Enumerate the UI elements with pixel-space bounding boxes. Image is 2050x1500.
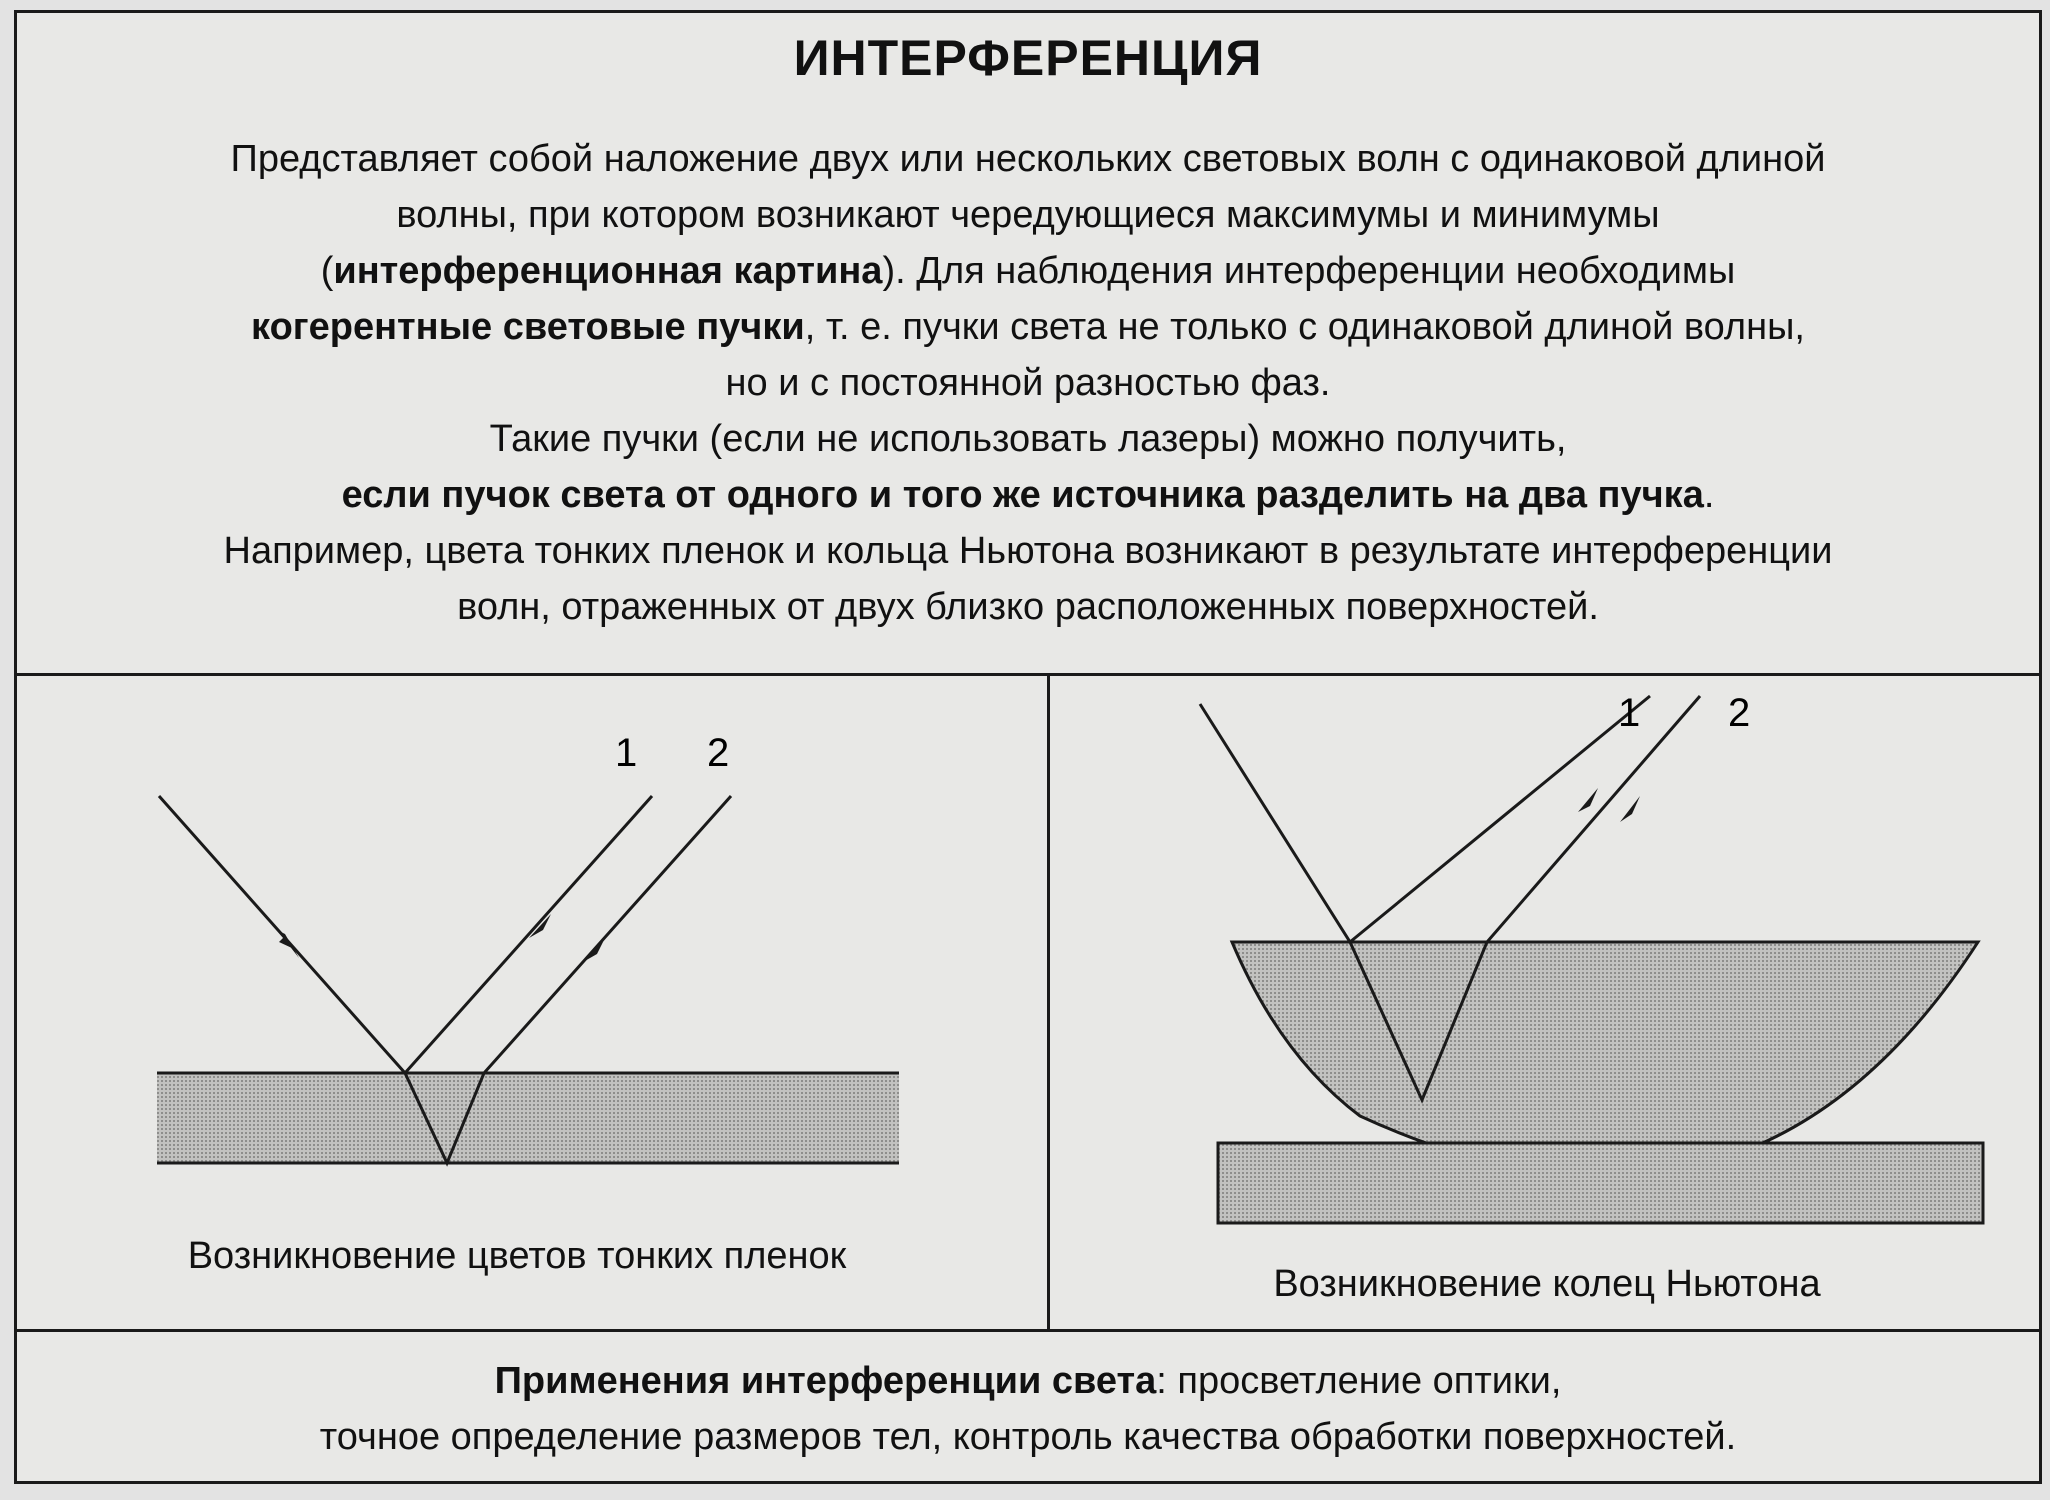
thin-film-diagram bbox=[17, 676, 1047, 1329]
term-interference-pattern: интерференционная картина bbox=[333, 250, 883, 292]
thin-film-caption: Возникновение цветов тонких пленок bbox=[187, 1235, 847, 1277]
newton-rings-caption: Возникновение колец Ньютона bbox=[1273, 1263, 1821, 1305]
intro-line: но и с постоянной разностью фаз. bbox=[725, 362, 1331, 404]
reflected-ray-1 bbox=[405, 796, 652, 1073]
intro-text bbox=[47, 131, 2009, 635]
ray-2-label: 2 bbox=[707, 731, 730, 775]
ray-2-label: 2 bbox=[1728, 691, 1751, 735]
arrow-ray2-icon bbox=[1620, 796, 1640, 822]
newton-rings-diagram bbox=[1050, 676, 2045, 1329]
thin-film-layer bbox=[157, 1073, 899, 1163]
lens-shape bbox=[1232, 942, 1978, 1177]
applications-line: Применения интерференции света: просветление оптики, bbox=[494, 1360, 1562, 1402]
term-split-beam: если пучок света от одного и того же источника разделить на два пучка bbox=[341, 474, 1704, 516]
glass-plate bbox=[1218, 1143, 1983, 1223]
applications-line: точное определение размеров тел, контроль качества обработки поверхностей. bbox=[319, 1416, 1737, 1458]
ray-1-label: 1 bbox=[615, 731, 638, 775]
intro-line: волн, отраженных от двух близко расположенных поверхностей. bbox=[457, 586, 1599, 628]
intro-line: когерентные световые пучки, т. е. пучки света не только с одинаковой длиной волны, bbox=[251, 306, 1805, 348]
reflected-ray-1 bbox=[1350, 696, 1650, 942]
document-sheet bbox=[14, 10, 2042, 1484]
intro-line: (интерференционная картина). Для наблюдения интерференции необходимы bbox=[320, 250, 1736, 292]
arrow-ray1-icon bbox=[1578, 788, 1598, 812]
intro-line: Такие пучки (если не использовать лазеры) можно получить, bbox=[489, 418, 1567, 460]
term-coherent-beams: когерентные световые пучки bbox=[251, 306, 805, 348]
page-title: ИНТЕРФЕРЕНЦИЯ bbox=[793, 30, 1263, 86]
intro-line: Например, цвета тонких пленок и кольца Ньютона возникают в результате интерференции bbox=[223, 530, 1833, 572]
applications-heading: Применения интерференции света bbox=[494, 1360, 1157, 1402]
intro-line: волны, при котором возникают чередующиеся максимумы и минимумы bbox=[396, 194, 1660, 236]
divider-bottom bbox=[17, 1329, 2039, 1332]
arrow-ray1-icon bbox=[529, 914, 551, 938]
applications-text bbox=[17, 1353, 2039, 1465]
ray-1-label: 1 bbox=[1618, 691, 1641, 735]
intro-line: Представляет собой наложение двух или нескольких световых волн с одинаковой длиной bbox=[230, 138, 1826, 180]
intro-line: если пучок света от одного и того же источника разделить на два пучка. bbox=[341, 474, 1715, 516]
